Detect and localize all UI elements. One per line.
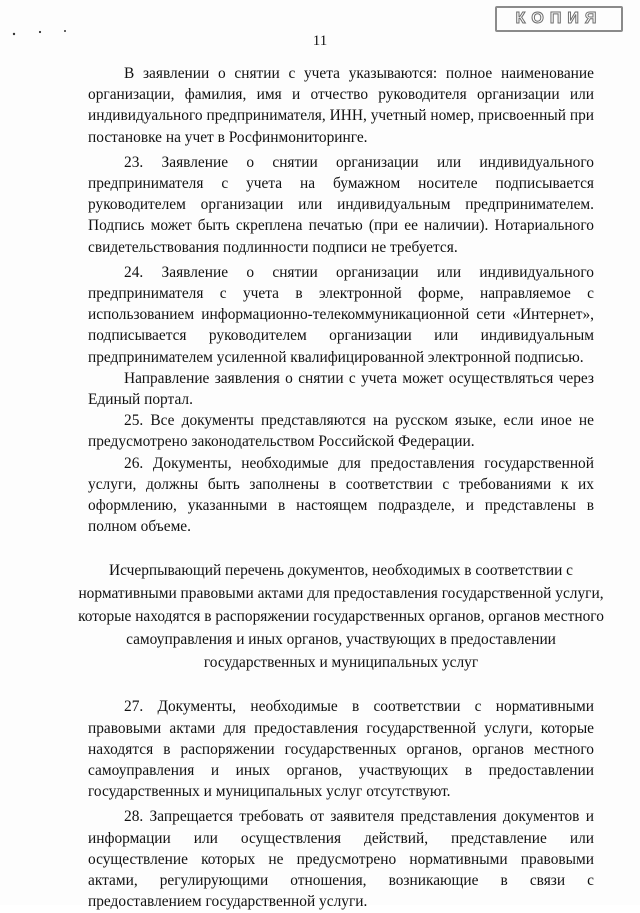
- paragraph-24: 24. Заявление о снятии организации или индивидуального предпринимателя с учета в электронной форме, направляемое с использованием информационно-телекоммуникационной сети «Интернет», подписывается руководителем организации или индивидуальным предпринимателем усиленной квалифицированной электронной подписью.: [88, 263, 594, 366]
- paragraph-27: 27. Документы, необходимые в соответствии с нормативными правовыми актами для предоставления государственной услуги, которые находятся в распоряжении государственных органов, органов местного самоуправления и иных органов, участвующих в предоставлении государственных и муниципальных услуг отсутствуют.: [88, 698, 594, 801]
- section-heading: Исчерпывающий перечень документов, необходимых в соответствии с нормативными правовыми актами для предоставления государственной услуги, которые находятся в распоряжении государственных органов, органов местного самоуправления и иных органов, участвующих в предоставлении государственных и муниципальных услуг: [78, 562, 604, 672]
- copy-stamp: КОПИЯ: [495, 6, 623, 32]
- paragraph-23: 23. Заявление о снятии организации или индивидуального предпринимателя с учета на бумажном носителе подписывается руководителем организации или индивидуальным предпринимателем. Подпись может быть скреплена печатью (при ее наличии). Нотариального свидетельствования подлинности подписи не требуется.: [88, 153, 594, 256]
- page-number: 11: [312, 33, 328, 49]
- paragraph-28: 28. Запрещается требовать от заявителя представления документов и информации или осуществления действий, представление или осуществление которых не предусмотрено нормативными правовыми актами, регулирующими отношения, возникающие в связи с предоставлением государственной услуги.: [88, 808, 594, 911]
- paragraph-25: 25. Все документы представляются на русском языке, если иное не предусмотрено законодательством Российской Федерации.: [88, 412, 594, 451]
- document-body: [78, 63, 604, 913]
- paragraph-deregistration-contents: В заявлении о снятии с учета указываются: полное наименование организации, фамилия, имя и отчество руководителя организации или индивидуального предпринимателя, ИНН, учетный номер, присвоенный при постановке на учет в Росфинмониторинге.: [88, 65, 594, 146]
- paragraph-26: 26. Документы, необходимые для предоставления государственной услуги, должны быть заполнены в соответствии с требованиями к их оформлению, указанными в настоящем подразделе, и представлены в полном объеме.: [88, 454, 594, 536]
- paragraph-single-portal: Направление заявления о снятии с учета может осуществляться через Единый портал.: [88, 369, 594, 409]
